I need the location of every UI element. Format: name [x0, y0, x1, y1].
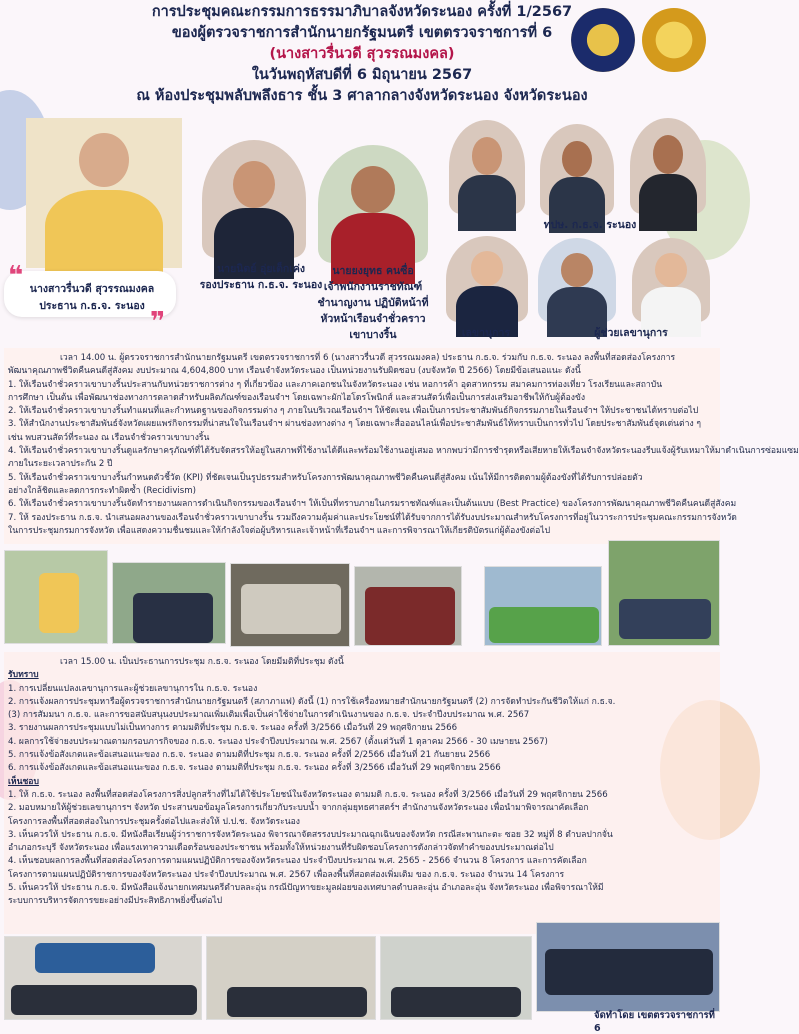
recommendation-item: การศึกษา เป็นต้น เพื่อพัฒนาช่องทางการตลาดสำหรับผลิตภัณฑ์ของเรือนจำฯ โดยเฉพาะผักไฮโดรโพนิกส์ และสวนสัตว์เพื่อเป็นการส่งเสริมอาชีพให้กับผู้ต้องขัง	[8, 392, 586, 403]
site-photo-group	[112, 562, 226, 644]
site-photo-visitors	[354, 566, 462, 646]
title-line-2: ของผู้ตรวจราชการสำนักนายกรัฐมนตรี เขตตรวจราชการที่ 6	[171, 25, 553, 41]
chair-role: ประธาน ก.ธ.จ. ระนอง	[39, 300, 145, 312]
officer-photo	[318, 145, 428, 263]
meeting-resolution-text	[8, 656, 716, 909]
acknowledged-heading: รับทราบ	[8, 670, 39, 681]
approved-item: ระบบการบริหารจัดการขยะอย่างมีประสิทธิภาพยิ่งขึ้นต่อไป	[8, 896, 223, 907]
approved-item: 1. ให้ ก.ธ.จ. ระนอง ลงพื้นที่สอดส่องโครงการสิ่งปลูกสร้างที่ไม่ได้ใช้ประโยชน์ในจังหวัดระนอง ตามมติ ก.ธ.จ. ระนอง ครั้งที่ 3/2566 เมื่อวันที่ 29 พฤศจิกายน 2566	[8, 789, 608, 800]
site-visit-intro-2: พัฒนาคุณภาพชีวิตคืนคนดีสู่สังคม งบประมาณ 4,604,800 บาท เรือนจำจังหวัดระนอง เป็นหน่วยงานรับผิดชอบ (งบจังหวัด ปี 2566) โดยมีข้อเสนอแนะ ดังนี้	[8, 366, 581, 377]
acknowledged-item: 3. รายงานผลการประชุมแบบไม่เป็นทางการ ตามมติที่ประชุม ก.ธ.จ. ระนอง ครั้งที่ 3/2566 เมื่อวันที่ 29 พฤศจิกายน 2566	[8, 723, 458, 734]
government-seal-logo	[571, 8, 635, 72]
title-line-5: ณ ห้องประชุมพลับพลึงธาร ชั้น 3 ศาลากลางจังหวัดระนอง จังหวัดระนอง	[136, 88, 588, 104]
acknowledged-item: 6. การแจ้งข้อสังเกตและข้อเสนอแนะของ ก.ธ.จ. ระนอง ตามมติที่ประชุม ก.ธ.จ. ระนอง ครั้งที่ 3/2566 เมื่อวันที่ 29 พฤศจิกายน 2566	[8, 763, 501, 774]
close-quote-icon: ❞	[150, 307, 166, 337]
approved-item: โครงการลงพื้นที่สอดส่องในการประชุมครั้งต่อไปและส่งให้ ป.ป.ช. จังหวัดระนอง	[8, 816, 300, 827]
site-photo-meeting	[4, 550, 108, 644]
meeting-photo-3	[380, 936, 532, 1020]
advisor-photo-2	[540, 124, 614, 216]
meeting-photo-1	[4, 936, 202, 1020]
asst-secretary-photo-2	[632, 238, 710, 322]
officer-line-3: ชำนาญงาน ปฏิบัติหน้าที่	[317, 297, 429, 309]
recommendation-item: เช่น พบสวนสัตว์ที่ระนอง ณ เรือนจำชั่วคราวเขาบางริ้น	[8, 432, 210, 443]
chair-name: นางสาวรื่นวดี สุวรรณมงคล	[29, 283, 155, 295]
acknowledged-item: 5. การแจ้งข้อสังเกตและข้อเสนอแนะของ ก.ธ.จ. ระนอง ตามมติที่ประชุม ก.ธ.จ. ระนอง ครั้งที่ 2/2566 เมื่อวันที่ 21 กันยายน 2566	[8, 750, 491, 761]
recommendation-item: 3. ให้สำนักงานประชาสัมพันธ์จังหวัดเผยแพร่กิจกรรมที่น่าสนใจในเรือนจำฯ ผ่านช่องทางต่าง ๆ โดยเฉพาะสื่อออนไลน์เพื่อประชาสัมพันธ์ให้ทราบเป็นการทั่วไป โดยประชาสัมพันธ์จุดเด่นต่าง ๆ	[8, 419, 701, 430]
acknowledged-item: (3) การสัมมนา ก.ธ.จ. และการขอสนับสนุนงบประมาณเพิ่มเติมเพื่อเป็นค่าใช้จ่ายในการดำเนินงานของ ก.ธ.จ. ประจำปีงบประมาณ พ.ศ. 2567	[8, 710, 530, 721]
approved-item: 4. เห็นชอบผลการลงพื้นที่สอดส่องโครงการตามแผนปฏิบัติการของจังหวัดระนอง ประจำปีงบประมาณ พ.ศ. 2565 - 2566 จำนวน 8 โครงการ และการคัดเลือก	[8, 856, 587, 867]
title-line-3: (นางสาวรื่นวดี สุวรรณมงคล)	[269, 46, 455, 62]
recommendation-item: 1. ให้เรือนจำชั่วคราวเขาบางริ้นประสานกับหน่วยราชการต่าง ๆ ที่เกี่ยวข้อง และภาคเอกชนในจังหวัดระนอง เช่น หอการค้า อุตสาหกรรม สมาคมการท่องเที่ยว โรงเรียนและสถาบัน	[8, 379, 663, 390]
recommendation-item: 2. ให้เรือนจำชั่วคราวเขาบางริ้นทำแผนที่และกำหนดฐานของกิจกรรมต่าง ๆ ภายในบริเวณเรือนจำฯ ให้ชัดเจน เพื่อเป็นการประชาสัมพันธ์กิจกรรมภายในเรือนจำฯ ให้ประชาชนได้ทราบต่อไป	[8, 406, 699, 417]
title-line-4: ในวันพฤหัสบดีที่ 6 มิถุนายน 2567	[251, 67, 473, 83]
approved-item: อำเภอกระบุรี จังหวัดระนอง เพื่อแรงเทาความเดือดร้อนของประชาชน พร้อมทั้งให้หน่วยงานที่รับผิดชอบโครงการดังกล่าวจัดทำคำของบประมาณต่อไป	[8, 843, 554, 854]
chair-photo	[26, 118, 182, 268]
secretary-caption: เลขานุการ	[461, 327, 511, 339]
recommendation-item: 6. ให้เรือนจำชั่วคราวเขาบางริ้นจัดทำรายงานผลการดำเนินกิจกรรมของเรือนจำฯ ให้เป็นที่ทราบภายในกรมราชทัณฑ์และเป็นต้นแบบ (Best Practice) ของโครงการพัฒนาคุณภาพชีวิตคืนคนดีสู่สังคม	[8, 499, 737, 510]
meeting-photo-2	[206, 936, 376, 1020]
approved-item: โครงการตามแผนปฏิบัติราชการของจังหวัดระนอง ประจำปีงบประมาณ พ.ศ. 2567 เพื่อลงพื้นที่สอดส่องเพิ่มเติม ของ ก.ธ.จ. ระนอง จำนวน 14 โครงการ	[8, 869, 565, 880]
officer-line-2: เจ้าพนักงานราชทัณฑ์	[323, 281, 423, 293]
title-line-1: การประชุมคณะกรรมการธรรมาภิบาลจังหวัดระนอง ครั้งที่ 1/2567	[151, 4, 573, 20]
recommendation-item: 5. ให้เรือนจำชั่วคราวเขาบางริ้นกำหนดตัวชี้วัด (KPI) ที่ชัดเจนเป็นรูปธรรมสำหรับโครงการพัฒนาคุณภาพชีวิตคืนคนดีสู่สังคม เน้นให้มีการติดตามผู้ต้องขังที่ได้รับการปล่อยตัว	[8, 472, 643, 483]
secretary-photo	[446, 236, 528, 322]
site-photo-hydroponics	[484, 566, 602, 646]
acknowledged-item: 2. การแจ้งผลการประชุมหารือผู้ตรวจราชการสำนักนายกรัฐมนตรี (สภาภาแฟ) ดังนี้ (1) การใช้เครื่องหมายสำนักนายกรัฐมนตรี (2) การจัดทำประกันชีวิตให้แก่ ก.ธ.จ.	[8, 696, 616, 707]
vice-chair-photo	[202, 140, 306, 258]
vice-chair-name: นายนิตย์ อุ่ยเต็กเค่ง	[217, 263, 305, 275]
vice-chair-role: รองประธาน ก.ธ.จ. ระนอง	[199, 279, 323, 291]
recommendation-item: 4. ให้เรือนจำชั่วคราวเขาบางริ้นดูแลรักษาครุภัณฑ์ที่ได้รับจัดสรรให้อยู่ในสภาพที่ใช้งานได้ดีและพร้อมใช้งานอยู่เสมอ หากพบว่ามีการชำรุดหรือเสียหายให้เรือนจำจังหวัดระนองรีบแจ้งผู้รับเหมาให้มาดำเนินการซ่อมแซม	[8, 446, 799, 457]
open-quote-icon: ❝	[8, 261, 24, 291]
recommendation-item: ภายในระยะเวลาประกัน 2 ปี	[8, 459, 113, 470]
advisor-photo-1	[449, 120, 525, 214]
site-photo-entrance	[608, 540, 720, 646]
officer-line-1: นายยงยุทธ คนซื่อ	[332, 265, 414, 277]
site-visit-text	[8, 352, 799, 538]
asst-secretary-photo-1	[538, 238, 616, 322]
officer-line-5: เขาบางริ้น	[349, 329, 397, 341]
advisor-photo-3	[630, 118, 706, 214]
officer-line-4: หัวหน้าเรือนจำชั่วคราว	[320, 313, 426, 325]
recommendation-item: 7. ให้ รองประธาน ก.ธ.จ. นำเสนอผลงานของเรือนจำชั่วคราวเขาบางริ้น รวมถึงความคุ้มค่าและประโยชน์ที่ได้รับจากการได้รับงบประมาณสำหรับโครงการที่อยู่ในวาระการประชุมคณะกรรมการจังหวัด	[8, 512, 737, 523]
meeting-intro: เวลา 15.00 น. เป็นประธานการประชุม ก.ธ.จ. ระนอง โดยมีมติที่ประชุม ดังนี้	[60, 657, 344, 667]
site-visit-intro: เวลา 14.00 น. ผู้ตรวจราชการสำนักนายกรัฐมนตรี เขตตรวจราชการที่ 6 (นางสาวรื่นวดี สุวรรณมงคล) ประธาน ก.ธ.จ. ร่วมกับ ก.ธ.จ. ระนอง ลงพื้นที่สอดส่องโครงการ	[60, 353, 676, 363]
approved-item: 5. เห็นควรให้ ประธาน ก.ธ.จ. มีหนังสือแจ้งนายกเทศมนตรีตำบลละอุ่น กรณีปัญหาขยะมูลฝอยของเทศบาลตำบลละอุ่น อำเภอละอุ่น จังหวัดระนอง เพื่อพิจารณาให้มี	[8, 883, 604, 894]
approved-item: 3. เห็นควรให้ ประธาน ก.ธ.จ. มีหนังสือเรียนผู้ว่าราชการจังหวัดระนอง พิจารณาจัดสรรงบประมาณฉุกเฉินของจังหวัด กรณีสะพานกะตะ ซอย 32 หมู่ที่ 8 ตำบลปากจั่น	[8, 829, 613, 840]
advisors-caption: ทปษ. ก.ธ.จ. ระนอง	[543, 219, 637, 231]
asst-secretary-caption: ผู้ช่วยเลขานุการ	[594, 327, 668, 339]
approved-item: 2. มอบหมายให้ผู้ช่วยเลขานุการฯ จังหวัด ประสานขอข้อมูลโครงการเกี่ยวกับระบบน้ำ จากกลุ่มยุทธศาสตร์ฯ สำนักงานจังหวัดระนอง เพื่อนำมาพิจารณาคัดเลือก	[8, 803, 589, 814]
group-photo	[536, 922, 720, 1012]
footer-credit: จัดทำโดย เขตตรวจราชการที่ 6	[594, 1010, 715, 1034]
acknowledged-item: 1. การเปลี่ยนแปลงเลขานุการและผู้ช่วยเลขานุการใน ก.ธ.จ. ระนอง	[8, 683, 258, 694]
ranong-province-seal-logo	[642, 8, 706, 72]
acknowledged-item: 4. ผลการใช้จ่ายงบประมาณตามกรอบภารกิจของ ก.ธ.จ. ระนอง ประจำปีงบประมาณ พ.ศ. 2567 (ตั้งแต่วันที่ 1 ตุลาคม 2566 - 30 เมษายน 2567)	[8, 736, 548, 747]
approved-heading: เห็นชอบ	[8, 776, 39, 787]
recommendation-item: อย่างใกล้ชิดและลดการกระทำผิดซ้ำ (Recidivism)	[8, 485, 196, 496]
site-photo-rabbits	[230, 563, 350, 647]
recommendation-item: ในการประชุมกรมการจังหวัด เพื่อแสดงความชื่นชมและให้กำลังใจต่อผู้บริหารและเจ้าหน้าที่เรือนจำฯ และการพิจารณาให้เกียรติบัตรแก่ผู้ต้องขังต่อไป	[8, 525, 551, 536]
